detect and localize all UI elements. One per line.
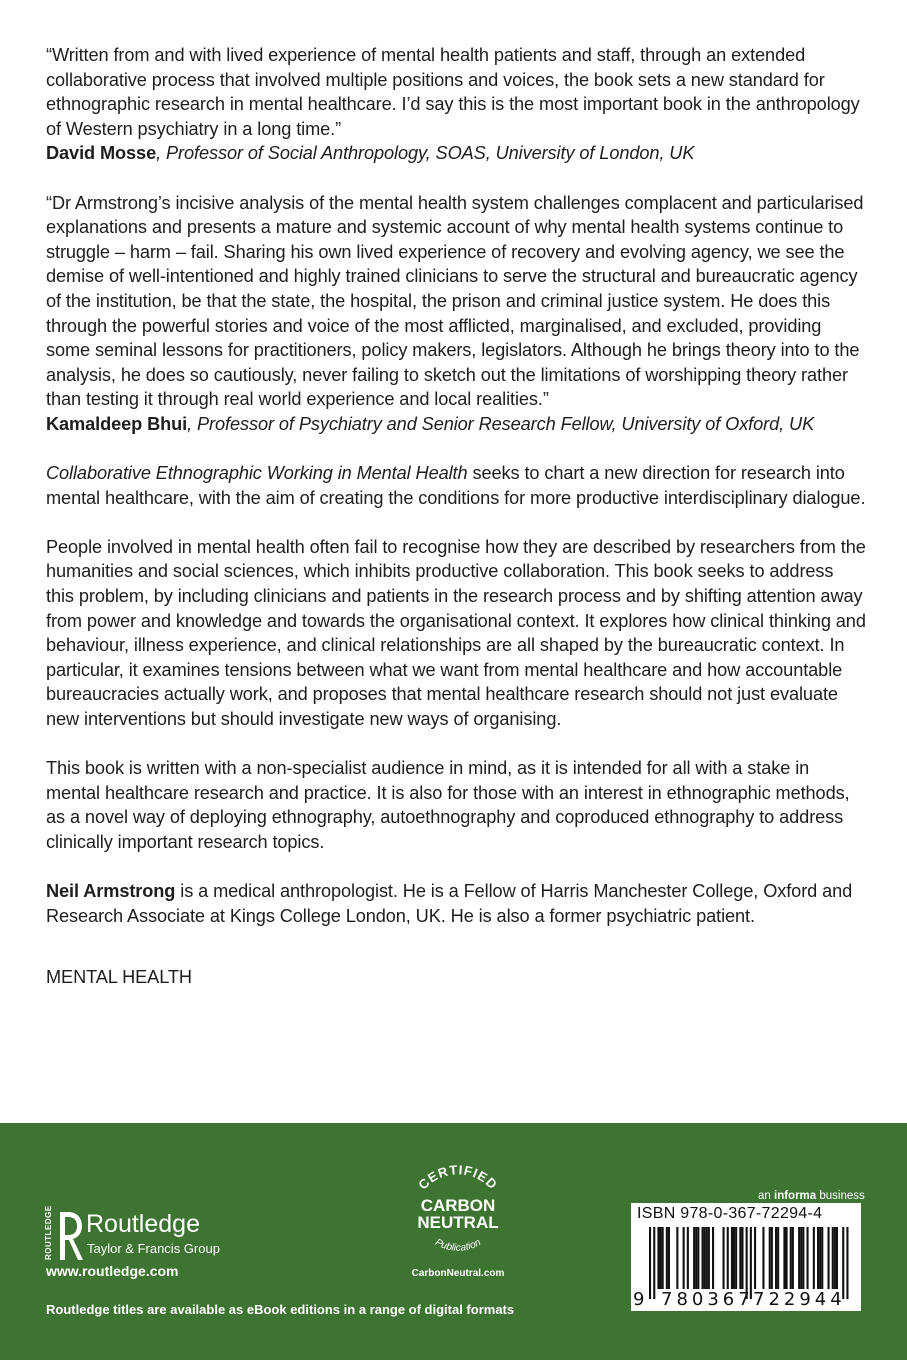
routledge-vertical-wordmark: ROUTLEDGE (44, 1205, 53, 1260)
reviewer-name: David Mosse (46, 143, 157, 164)
barcode-bar (783, 1227, 785, 1289)
barcode-bar (807, 1227, 809, 1289)
carbon-word: CARBON (420, 1196, 496, 1215)
book-title: Collaborative Ethnographic Working in Mental Health (46, 463, 468, 484)
barcode-bar (762, 1227, 764, 1289)
barcode-lead-digit: 9 (633, 1289, 649, 1310)
barcode-bar (777, 1227, 779, 1289)
publisher-url[interactable]: www.routledge.com (46, 1263, 179, 1279)
publisher-name: Routledge (86, 1210, 200, 1238)
barcode-bar (666, 1227, 668, 1289)
barcode-bar (723, 1227, 725, 1289)
blurb-intro-text: seeks to chart a new direction for research into mental healthcare, with the aim of creating the conditions for more productive interdisciplinary dialogue. (46, 463, 866, 508)
barcode-bar (819, 1227, 821, 1289)
blurb-paragraph-2: People involved in mental health often fail to recognise how they are described by researchers from the humanities and social sciences, which inhibits productive collaboration. This book seeks to address this problem, by including clinicians and patients in the research process and by shifting attention away from power and knowledge and towards the organisational context. It explores how clinical thinking and behaviour, illness experience, and clinical relationships are all shaped by the bureaucratic context. In particular, it examines tensions between what we want from mental healthcare and how accountable bureaucracies actually work, and proposes that mental healthcare research should not just evaluate new interventions but should investigate new ways of organising. (46, 536, 866, 730)
barcode-bar (813, 1227, 815, 1289)
barcode-left-digits: 780367 (661, 1289, 754, 1310)
barcode-bar (695, 1227, 697, 1289)
carbon-certified-text: CERTIFIED (415, 1162, 501, 1193)
barcode-bar (662, 1227, 664, 1289)
ebook-note: Routledge titles are available as eBook editions in a range of digital formats (46, 1302, 515, 1317)
barcode-bar (798, 1227, 800, 1289)
reviewer-affiliation: , Professor of Psychiatry and Senior Research Fellow, University of Oxford, UK (187, 413, 815, 434)
barcode-bar (834, 1227, 836, 1289)
neutral-word: NEUTRAL (417, 1213, 499, 1232)
barcode-bar (769, 1227, 771, 1289)
barcode-bar (653, 1227, 655, 1299)
barcode-bar (735, 1227, 737, 1289)
barcode-bar (754, 1227, 756, 1289)
isbn-label: ISBN 978-0-367-72294-4 (637, 1205, 823, 1222)
barcode-bar (708, 1227, 710, 1289)
barcode-bar (697, 1227, 699, 1289)
carbon-neutral-badge (396, 1148, 520, 1280)
isbn-barcode-box (631, 1203, 861, 1311)
barcode-bar (712, 1227, 714, 1289)
barcode-bar (702, 1227, 704, 1289)
informa-suffix: business (816, 1190, 865, 1202)
barcode-bar (836, 1227, 838, 1289)
praise-quote-2: “Dr Armstrong’s incisive analysis of the mental health system challenges complacent and particularised explanations and presents a mature and systemic account of why mental health systems continue to struggle – harm – fail. Sharing his own lived experience of recovery and evolving agency, we see the demise of well-intentioned and highly trained clinicians to serve the structural and bureaucratic agency of the institution, be that the state, the hospital, the prison and criminal justice system. He does this through the powerful stories and voice of the most afflicted, marginalised, and excluded, providing some seminal lessons for practitioners, policy makers, legislators. Although he brings theory into to the analysis, he does so cautiously, never failing to sketch out the limitations of worshipping theory rather than testing it through real world experience and local realities.” (46, 192, 864, 410)
barcode-bar (800, 1227, 802, 1289)
author-name: Neil Armstrong (46, 881, 176, 902)
barcode-bar (668, 1227, 670, 1289)
barcode-bar (771, 1227, 773, 1289)
blurb-intro (46, 461, 866, 510)
publisher-group: Taylor & Francis Group (87, 1241, 220, 1256)
barcode-bar (792, 1227, 794, 1289)
barcode-bar (731, 1227, 733, 1289)
barcode-bar (693, 1227, 695, 1289)
routledge-r-mark-icon (56, 1210, 84, 1262)
barcode-bar (828, 1227, 830, 1289)
barcode-bar (802, 1227, 804, 1289)
back-cover-text (46, 43, 866, 990)
barcode-bar (733, 1227, 735, 1289)
praise-attribution-2 (46, 412, 866, 437)
barcode-bar (739, 1227, 741, 1289)
carbon-url: CarbonNeutral.com (411, 1268, 505, 1279)
barcode-bar (775, 1227, 777, 1289)
praise-quote-1: “Written from and with lived experience of mental health patients and staff, through an extended collaborative process that involved multiple positions and voices, the book sets a new standard for ethnographic research in mental healthcare. I’d say this is the most important book in the anthropology of Western psychiatry in a long time.” (46, 45, 860, 139)
reviewer-affiliation: , Professor of Social Anthropology, SOAS, University of London, UK (156, 143, 695, 164)
subject-category: MENTAL HEALTH (46, 967, 192, 988)
barcode-bar (649, 1227, 651, 1299)
barcode-bar (741, 1227, 743, 1289)
barcode-bar (832, 1227, 834, 1289)
informa-word: informa (774, 1190, 817, 1202)
carbon-publication-text: Publication (433, 1237, 483, 1254)
barcode-bar (786, 1227, 788, 1289)
barcode-bar (846, 1227, 848, 1299)
blurb-paragraph-3: This book is written with a non-specialist audience in mind, as it is intended for all with a stake in mental healthcare research and practice. It is also for those with an interest in ethnographic methods, as a novel way of deploying ethnography, autoethnography and coproduced ethnography to address clinically important research topics. (46, 758, 850, 852)
barcode-bar (727, 1227, 729, 1289)
barcode-bar (821, 1227, 823, 1289)
barcode-bar (704, 1227, 706, 1289)
informa-prefix: an (758, 1190, 774, 1202)
reviewer-name: Kamaldeep Bhui (46, 413, 188, 434)
author-bio (46, 879, 866, 928)
barcode-bar (790, 1227, 792, 1289)
barcode-bar (676, 1227, 678, 1289)
barcode-right-digits: 722944 (753, 1289, 846, 1310)
barcode-bar (817, 1227, 819, 1289)
author-bio-text: is a medical anthropologist. He is a Fellow of Harris Manchester College, Oxford and Research Associate at Kings College London, UK. He is also a former psychiatric patient. (46, 881, 853, 926)
barcode-bar (687, 1227, 689, 1289)
barcode-bar (660, 1227, 662, 1289)
barcode-bar (657, 1227, 659, 1289)
informa-business-tag (758, 1189, 865, 1203)
barcode-bar (706, 1227, 708, 1289)
praise-attribution-1 (46, 141, 866, 166)
barcode-bar (683, 1227, 685, 1289)
